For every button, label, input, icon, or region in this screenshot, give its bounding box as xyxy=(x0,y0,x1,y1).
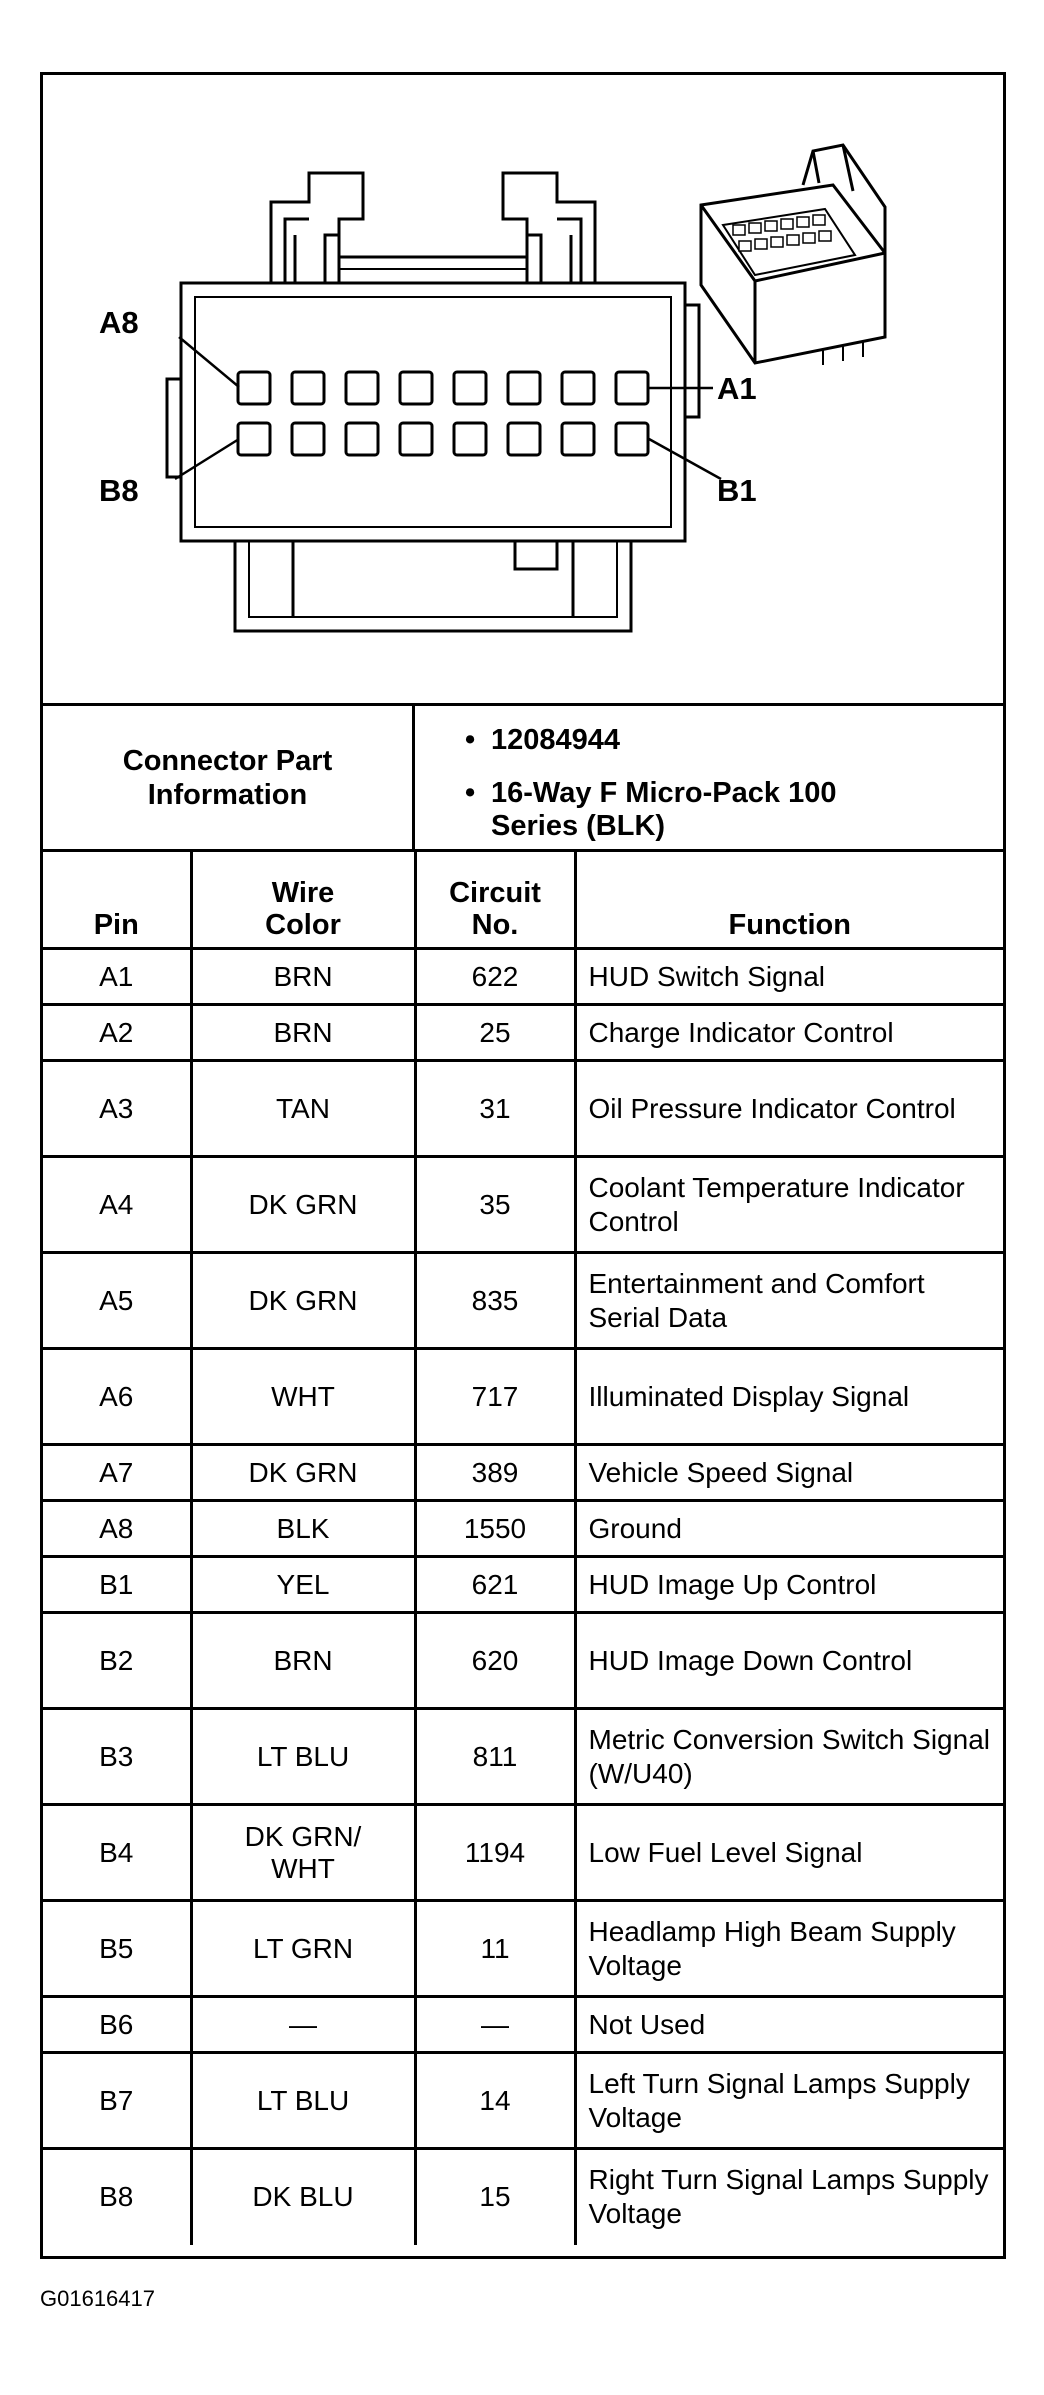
circuit-cell: 25 xyxy=(415,1005,575,1061)
function-cell: Oil Pressure Indicator Control xyxy=(575,1061,1003,1157)
table-row xyxy=(43,1901,1003,1997)
table-row xyxy=(43,1805,1003,1901)
circuit-cell: 620 xyxy=(415,1613,575,1709)
wire-color-cell: TAN xyxy=(191,1061,415,1157)
table-row xyxy=(43,1613,1003,1709)
function-cell: HUD Switch Signal xyxy=(575,949,1003,1005)
circuit-cell: 1550 xyxy=(415,1501,575,1557)
pin-label-a8: A8 xyxy=(99,305,139,340)
function-cell: Entertainment and Comfort Serial Data xyxy=(575,1253,1003,1349)
connector-inner-frame xyxy=(195,297,671,527)
connector-sheet xyxy=(40,72,1006,2259)
circuit-cell: 31 xyxy=(415,1061,575,1157)
function-cell: Coolant Temperature Indicator Control xyxy=(575,1157,1003,1253)
pin-label-a1: A1 xyxy=(717,371,757,406)
leader-b8 xyxy=(175,439,239,479)
wire-color-cell: — xyxy=(191,1997,415,2053)
connector-body xyxy=(181,283,685,541)
wire-color-cell: BLK xyxy=(191,1501,415,1557)
function-cell: Vehicle Speed Signal xyxy=(575,1445,1003,1501)
wire-color-cell: DK GRN/ WHT xyxy=(191,1805,415,1901)
wire-color-cell: DK BLU xyxy=(191,2149,415,2245)
connector-3d-illustration xyxy=(701,145,885,365)
wire-color-cell: LT GRN xyxy=(191,1901,415,1997)
circuit-cell: 835 xyxy=(415,1253,575,1349)
pin-cell: A1 xyxy=(43,949,191,1005)
table-row xyxy=(43,1061,1003,1157)
pin-cell: A6 xyxy=(43,1349,191,1445)
leader-a8 xyxy=(179,337,239,387)
header-circuit-no: Circuit No. xyxy=(415,851,575,949)
function-cell: Charge Indicator Control xyxy=(575,1005,1003,1061)
connector-part-information xyxy=(43,703,1003,849)
table-row xyxy=(43,1005,1003,1061)
function-cell: Headlamp High Beam Supply Voltage xyxy=(575,1901,1003,1997)
pin-cell: B2 xyxy=(43,1613,191,1709)
table-row xyxy=(43,1997,1003,2053)
wire-color-cell: LT BLU xyxy=(191,2053,415,2149)
pin-cell: B6 xyxy=(43,1997,191,2053)
cavity-a8 xyxy=(238,372,270,404)
table-row xyxy=(43,1709,1003,1805)
function-cell: Left Turn Signal Lamps Supply Voltage xyxy=(575,2053,1003,2149)
table-row xyxy=(43,1253,1003,1349)
pin-cell: B8 xyxy=(43,2149,191,2245)
pin-cavities xyxy=(238,372,648,455)
cavity-a7 xyxy=(292,372,324,404)
pin-cell: A3 xyxy=(43,1061,191,1157)
function-cell: Ground xyxy=(575,1501,1003,1557)
figure-caption: G01616417 xyxy=(40,2286,155,2311)
pin-cell: B4 xyxy=(43,1805,191,1901)
cavity-b7 xyxy=(292,423,324,455)
pin-cell: A8 xyxy=(43,1501,191,1557)
header-function: Function xyxy=(575,851,1003,949)
pin-label-b8: B8 xyxy=(99,473,139,508)
circuit-cell: 11 xyxy=(415,1901,575,1997)
cavity-b4 xyxy=(454,423,486,455)
cavity-a6 xyxy=(346,372,378,404)
function-cell: Low Fuel Level Signal xyxy=(575,1805,1003,1901)
function-cell: HUD Image Down Control xyxy=(575,1613,1003,1709)
base-notch xyxy=(515,541,557,569)
cavity-a1 xyxy=(616,372,648,404)
pin-cell: A5 xyxy=(43,1253,191,1349)
part-number: • 12084944 xyxy=(415,724,1003,757)
wire-color-cell: YEL xyxy=(191,1557,415,1613)
table-row xyxy=(43,1349,1003,1445)
wire-color-cell: LT BLU xyxy=(191,1709,415,1805)
function-cell: Metric Conversion Switch Signal (W/U40) xyxy=(575,1709,1003,1805)
function-cell: Not Used xyxy=(575,1997,1003,2053)
header-pin: Pin xyxy=(43,851,191,949)
pin-cell: A2 xyxy=(43,1005,191,1061)
pinout-table xyxy=(43,849,1003,2245)
circuit-cell: 35 xyxy=(415,1157,575,1253)
left-ridge xyxy=(167,379,181,477)
table-row xyxy=(43,1445,1003,1501)
cavity-b2 xyxy=(562,423,594,455)
cavity-a2 xyxy=(562,372,594,404)
circuit-cell: 811 xyxy=(415,1709,575,1805)
pin-cell: B3 xyxy=(43,1709,191,1805)
table-row xyxy=(43,1557,1003,1613)
wire-color-cell: WHT xyxy=(191,1349,415,1445)
info-list xyxy=(415,724,1003,843)
cavity-a3 xyxy=(508,372,540,404)
pin-cell: B1 xyxy=(43,1557,191,1613)
circuit-cell: 1194 xyxy=(415,1805,575,1901)
info-label: Connector Part Information xyxy=(122,744,333,811)
table-row xyxy=(43,2149,1003,2245)
cavity-b3 xyxy=(508,423,540,455)
circuit-cell: — xyxy=(415,1997,575,2053)
header-wire-color: Wire Color xyxy=(191,851,415,949)
table-row xyxy=(43,949,1003,1005)
table-header-row xyxy=(43,851,1003,949)
cavity-a5 xyxy=(400,372,432,404)
pin-cell: A4 xyxy=(43,1157,191,1253)
circuit-cell: 14 xyxy=(415,2053,575,2149)
table-row xyxy=(43,1501,1003,1557)
cavity-b1 xyxy=(616,423,648,455)
connector-face-diagram xyxy=(43,75,1003,703)
function-cell: Right Turn Signal Lamps Supply Voltage xyxy=(575,2149,1003,2245)
wire-color-cell: DK GRN xyxy=(191,1253,415,1349)
cavity-b6 xyxy=(346,423,378,455)
circuit-cell: 717 xyxy=(415,1349,575,1445)
table-row xyxy=(43,2053,1003,2149)
circuit-cell: 622 xyxy=(415,949,575,1005)
cavity-b5 xyxy=(400,423,432,455)
connector-type: • 16-Way F Micro-Pack 100 Series (BLK) xyxy=(415,777,1003,843)
pin-label-b1: B1 xyxy=(717,473,757,508)
pin-cell: B5 xyxy=(43,1901,191,1997)
wire-color-cell: BRN xyxy=(191,949,415,1005)
pin-cell: A7 xyxy=(43,1445,191,1501)
info-label-cell xyxy=(43,706,415,849)
wire-color-cell: DK GRN xyxy=(191,1445,415,1501)
table-row xyxy=(43,1157,1003,1253)
function-cell: HUD Image Up Control xyxy=(575,1557,1003,1613)
wire-color-cell: BRN xyxy=(191,1005,415,1061)
cavity-b8 xyxy=(238,423,270,455)
circuit-cell: 15 xyxy=(415,2149,575,2245)
circuit-cell: 621 xyxy=(415,1557,575,1613)
pin-cell: B7 xyxy=(43,2053,191,2149)
wire-color-cell: BRN xyxy=(191,1613,415,1709)
cavity-a4 xyxy=(454,372,486,404)
right-ridge xyxy=(685,305,699,417)
function-cell: Illuminated Display Signal xyxy=(575,1349,1003,1445)
circuit-cell: 389 xyxy=(415,1445,575,1501)
wire-color-cell: DK GRN xyxy=(191,1157,415,1253)
